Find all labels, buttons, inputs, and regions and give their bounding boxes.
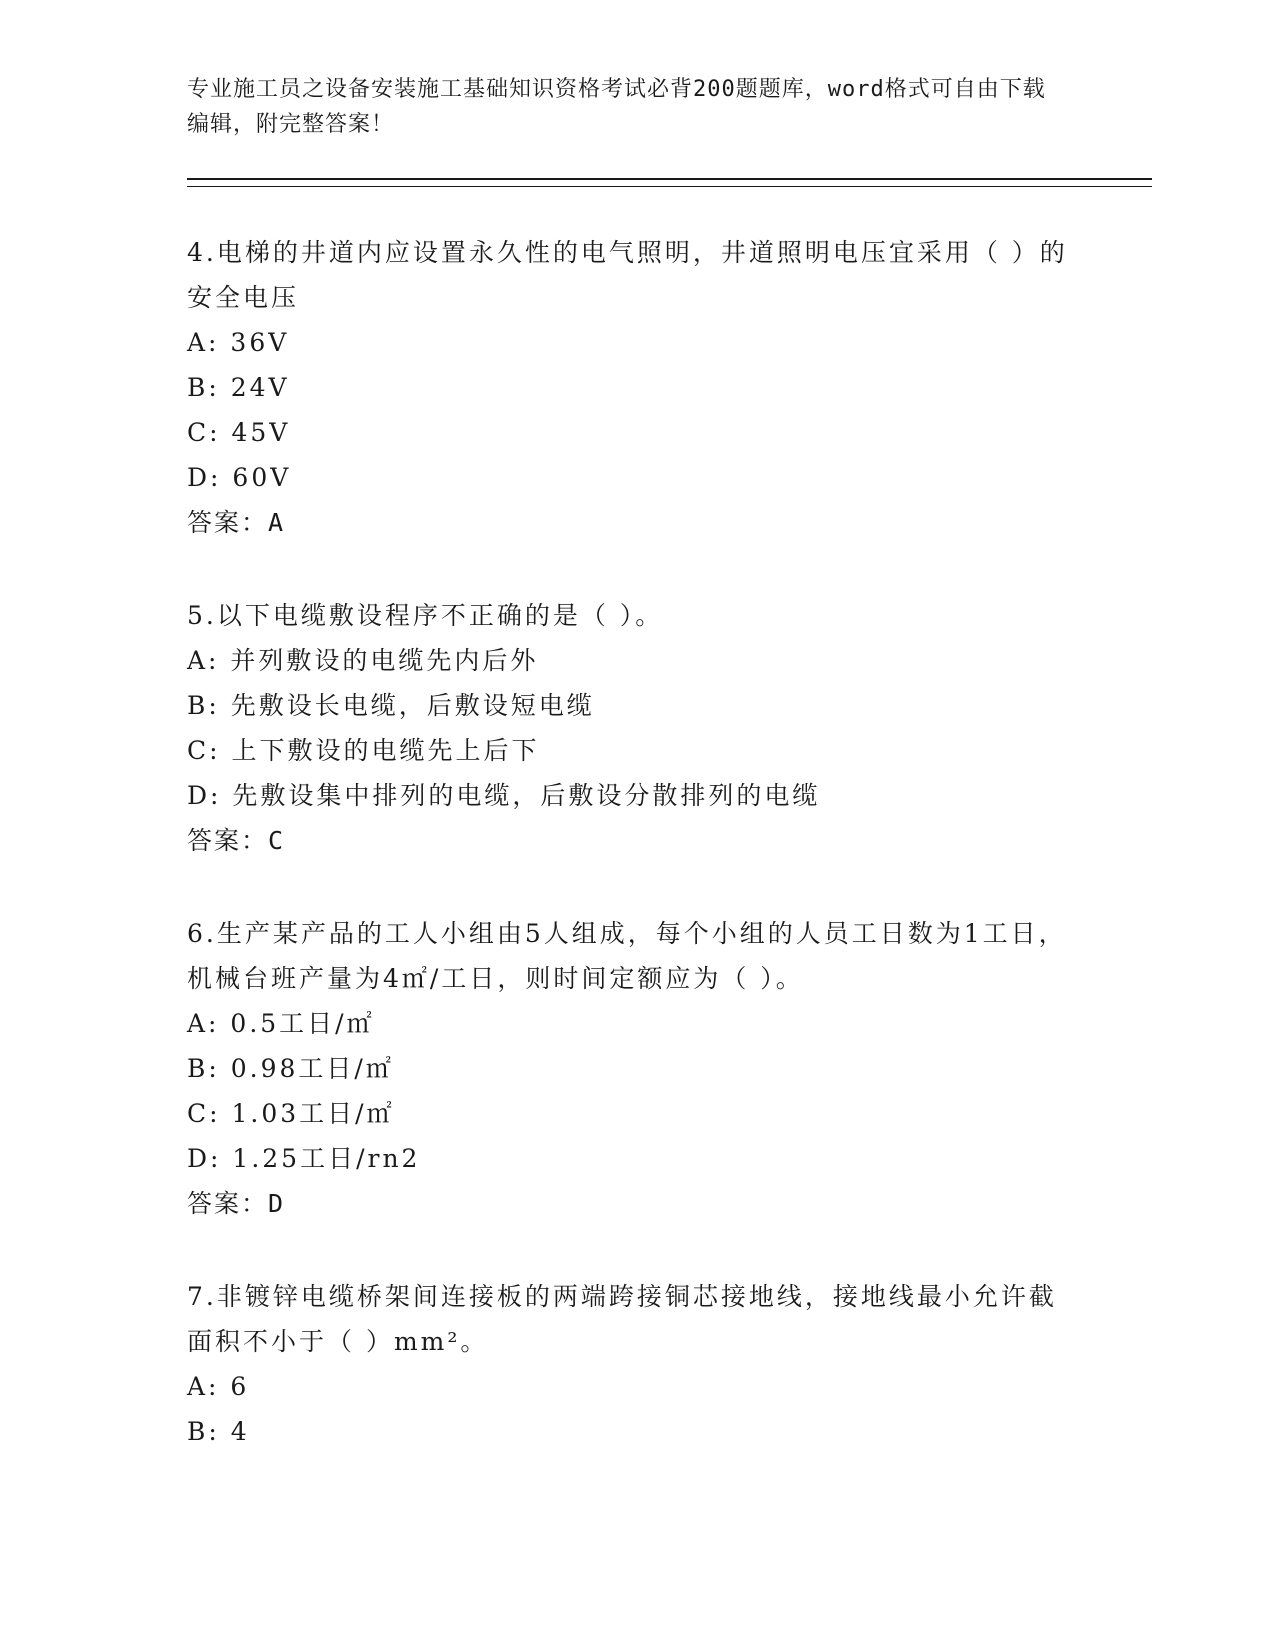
question-text: 4.电梯的井道内应设置永久性的电气照明，井道照明电压宜采用（ ）的安全电压 [187,238,1068,312]
page-header: 专业施工员之设备安装施工基础知识资格考试必背200题题库，word格式可自由下载编辑，附完整答案！ [187,77,1046,137]
option-d: D: 先敷设集中排列的电缆，后敷设分散排列的电缆 [187,781,821,810]
option-a: A: 36V [187,328,290,357]
option-a: A: 6 [187,1372,250,1401]
option-c: C: 上下敷设的电缆先上后下 [187,736,540,765]
option-b: B: 24V [187,373,290,402]
option-b: B: 4 [187,1417,250,1446]
question-text: 7.非镀锌电缆桥架间连接板的两端跨接铜芯接地线，接地线最小允许截面积不小于（ ）mm²。 [187,1282,1057,1356]
question-5 [187,593,1077,863]
header-divider [187,178,1152,187]
option-c: C: 45V [187,418,291,447]
question-list [187,230,1077,1502]
option-c: C: 1.03工日/㎡ [187,1099,395,1128]
question-4 [187,230,1077,545]
question-6 [187,911,1077,1226]
option-b: B: 0.98工日/㎡ [187,1054,394,1083]
option-d: D: 1.25工日/rn2 [187,1144,421,1173]
option-d: D: 60V [187,463,292,492]
question-7 [187,1274,1077,1454]
question-text: 6.生产某产品的工人小组由5人组成，每个小组的人员工日数为1工日，机械台班产量为4㎡/工日，则时间定额应为（ ）。 [187,919,1067,993]
answer: 答案：D [187,1189,286,1218]
option-b: B: 先敷设长电缆，后敷设短电缆 [187,691,595,720]
answer: 答案：A [187,508,286,537]
answer: 答案：C [187,826,286,855]
option-a: A: 并列敷设的电缆先内后外 [187,646,539,675]
question-text: 5.以下电缆敷设程序不正确的是（ ）。 [187,601,664,630]
option-a: A: 0.5工日/㎡ [187,1009,375,1038]
